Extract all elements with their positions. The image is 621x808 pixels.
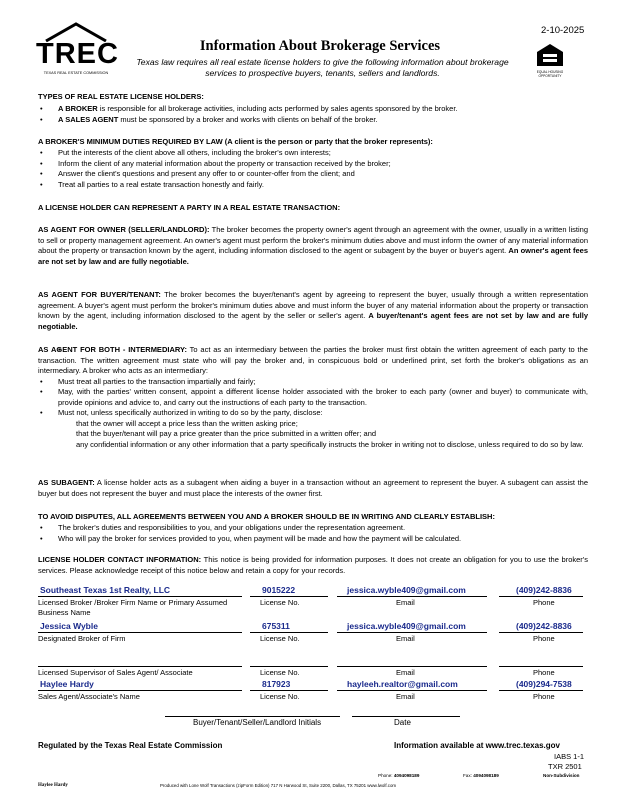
email-label: Email (396, 598, 415, 607)
contact-info-paragraph: LICENSE HOLDER CONTACT INFORMATION: This notice is being provided for information purposes. It does not create an obligation for you to use the broker's services. Please acknowledge receipt of this notice below and retain a copy for your records. (38, 555, 588, 575)
email-label: Email (396, 692, 415, 701)
email-field[interactable]: jessica.wyble409@gmail.com (347, 585, 466, 595)
field-underline (250, 666, 328, 667)
field-underline (499, 690, 583, 691)
field-underline (250, 632, 328, 633)
license-label: License No. (260, 634, 300, 643)
license-number-field[interactable]: 817923 (262, 679, 291, 689)
intermediary-item: • Must treat all parties to the transaction impartially and fairly; (38, 377, 588, 388)
agent-for-buyer-paragraph: AS AGENT FOR BUYER/TENANT: The broker becomes the buyer/tenant's agent by agreeing to represent the buyer, usually through a written representation agreement. A buyer's agent must perform the broker's minimum duties above and must inform the buyer of any material information about the property or transaction known by the agent, including information disclosed to the agent by the seller or seller's agent. A buyer/tenant's agent fees are not set by law and are fully negotiable. (38, 290, 588, 331)
field-underline (499, 632, 583, 633)
initials-label: Buyer/Tenant/Seller/Landlord Initials (193, 718, 322, 727)
row-label: Licensed Supervisor of Sales Agent/ Associate (38, 668, 193, 677)
trec-logo-text: TREC (36, 38, 119, 70)
phone-field[interactable]: (409)242-8836 (516, 585, 572, 595)
sales-agent-bullet: • A SALES AGENT must be sponsored by a broker and works with clients on behalf of the broker. (38, 115, 588, 124)
field-underline (337, 666, 487, 667)
field-underline (499, 596, 583, 597)
email-field[interactable]: jessica.wyble409@gmail.com (347, 621, 466, 631)
license-number-field[interactable]: 9015222 (262, 585, 296, 595)
form-date: 2-10-2025 (541, 25, 585, 36)
page-title: Information About Brokerage Services (199, 38, 441, 54)
dispute-item: • The broker's duties and responsibilities to you, and your obligations under the representation agreement. (38, 522, 588, 533)
info-available-text: Information available at www.trec.texas.gov (394, 741, 560, 750)
date-line (352, 716, 460, 717)
phone-label: Phone (533, 668, 555, 677)
license-label: License No. (260, 668, 300, 677)
initials-line (165, 716, 340, 717)
phone-field[interactable]: (409)242-8836 (516, 621, 572, 631)
trec-logo-subtext: TEXAS REAL ESTATE COMMISSION (43, 71, 109, 75)
footer-fax: Fax: 4094098189 (463, 773, 499, 778)
intermediary-paragraph: AS AGENT FOR BOTH - INTERMEDIARY: To act as an intermediary between the parties the broker must first obtain the written agreement of each party to the transaction. The written agreement must state who will pay the broker and, in conspicuous bold or underlined print, set forth the broker's obligations as an intermediary. A broker who acts as an intermediary: (38, 345, 588, 375)
equal-housing-icon (533, 42, 567, 68)
form-id: IABS 1-1 (554, 752, 585, 761)
contact-name-field[interactable]: Jessica Wyble (40, 621, 98, 631)
disputes-heading: TO AVOID DISPUTES, ALL AGREEMENTS BETWEEN YOU AND A BROKER SHOULD BE IN WRITING AND CLEARLY ESTABLISH: (38, 512, 495, 521)
disputes-section (38, 511, 588, 544)
phone-label: Phone (533, 634, 555, 643)
minimum-duties-section (38, 137, 588, 190)
email-label: Email (396, 668, 415, 677)
agent-for-owner-paragraph: AS AGENT FOR OWNER (SELLER/LANDLORD): The broker becomes the property owner's agent through an agreement with the owner, usually in a written listing to sell or property management agreement. An owner's agent must perform the broker's minimum duties above and must inform the owner of any material information about the property or transaction known by the agent, including information disclosed to the agent or subagent by the buyer or buyer's agent. An owner's agent fees are not set by law and are fully negotiable. (38, 225, 589, 266)
field-underline (250, 690, 328, 691)
regulated-by-text: Regulated by the Texas Real Estate Commission (38, 741, 223, 750)
disclose-item: ▪ that the buyer/tenant will pay a price greater than the price submitted in a written offer; and (38, 429, 588, 440)
contact-name-field[interactable]: Haylee Hardy (40, 679, 94, 689)
field-underline (38, 596, 242, 597)
page-subtitle: Texas law requires all real estate license holders to give the following information about brokerage services to prospective buyers, tenants, sellers and landlords. (136, 57, 509, 78)
field-underline (499, 666, 583, 667)
trec-logo (36, 22, 119, 80)
field-underline (337, 632, 487, 633)
license-number-field[interactable]: 675311 (262, 621, 290, 631)
intermediary-section (38, 345, 588, 450)
field-underline (337, 690, 487, 691)
license-label: License No. (260, 692, 300, 701)
license-types-heading: TYPES OF REAL ESTATE LICENSE HOLDERS: (38, 92, 204, 101)
equal-housing-logo (533, 42, 567, 78)
row-label: Designated Broker of Firm (38, 634, 126, 643)
dispute-item: • Who will pay the broker for services provided to you, when payment will be made and how the payment will be calculated. (38, 533, 588, 544)
subagent-paragraph: AS SUBAGENT: A license holder acts as a subagent when aiding a buyer in a transaction without an agreement to represent the buyer. A subagent can assist the buyer but does not represent the buyer and must place the interests of the owner first. (38, 478, 589, 498)
contact-name-field[interactable]: Southeast Texas 1st Realty, LLC (40, 585, 171, 595)
disclose-item: ▪ any confidential information or any other information that a party specifically instructs the broker in writing not to disclose, unless required to do so by law. (38, 440, 588, 451)
phone-label: Phone (533, 598, 555, 607)
date-label: Date (394, 718, 411, 727)
field-underline (38, 690, 242, 691)
represent-heading: A LICENSE HOLDER CAN REPRESENT A PARTY IN A REAL ESTATE TRANSACTION: (38, 203, 341, 212)
license-types-section (38, 92, 588, 124)
email-field[interactable]: hayleeh.realtor@gmail.com (347, 679, 458, 689)
row-label: Sales Agent/Associate's Name (38, 692, 140, 701)
field-underline (38, 666, 242, 667)
produced-with-text: Produced with Lone Wolf Transactions (zipForm Edition) 717 N Harwood St, Suite 2200, Dallas, TX 75201 www.lwolf.com (160, 783, 397, 788)
phone-label: Phone (533, 692, 555, 701)
broker-bullet: • A BROKER is responsible for all brokerage activities, including acts performed by sales agents sponsored by the broker. (38, 104, 588, 113)
equal-housing-text: EQUAL HOUSING OPPORTUNITY (536, 70, 564, 78)
minimum-duties-heading: A BROKER'S MINIMUM DUTIES REQUIRED BY LAW (A client is the person or party that the broker represents): (38, 137, 433, 146)
non-subdivision-text: Non-Subdivision (543, 773, 580, 778)
intermediary-item: • May, with the parties' written consent, appoint a different license holder associated with the broker to each party (owner and buyer) to communicate with, provide opinions and advice to, and carry out the instructions of each party to the transaction. (38, 387, 588, 408)
disclose-item: ▪ that the owner will accept a price less than the written asking price; (38, 419, 588, 430)
phone-field[interactable]: (409)294-7538 (516, 679, 572, 689)
email-label: Email (396, 634, 415, 643)
duty-item: • Treat all parties to a real estate transaction honestly and fairly. (38, 180, 588, 191)
txr-id: TXR 2501 (548, 762, 582, 771)
footer-phone: Phone: 4094098189 (378, 773, 420, 778)
field-underline (250, 596, 328, 597)
duty-item: • Answer the client's questions and present any offer to or counter-offer from the client; and (38, 169, 588, 180)
footer-agent-name: Haylee Hardy (38, 783, 68, 788)
row-label: Licensed Broker /Broker Firm Name or Primary Assumed Business Name (38, 598, 228, 617)
license-label: License No. (260, 598, 300, 607)
duty-item: • Inform the client of any material information about the property or transaction received by the broker; (38, 159, 588, 170)
intermediary-item: • Must not, unless specifically authorized in writing to do so by the party, disclose: (38, 408, 588, 419)
field-underline (38, 632, 242, 633)
field-underline (337, 596, 487, 597)
duty-item: • Put the interests of the client above all others, including the broker's own interests; (38, 148, 588, 159)
